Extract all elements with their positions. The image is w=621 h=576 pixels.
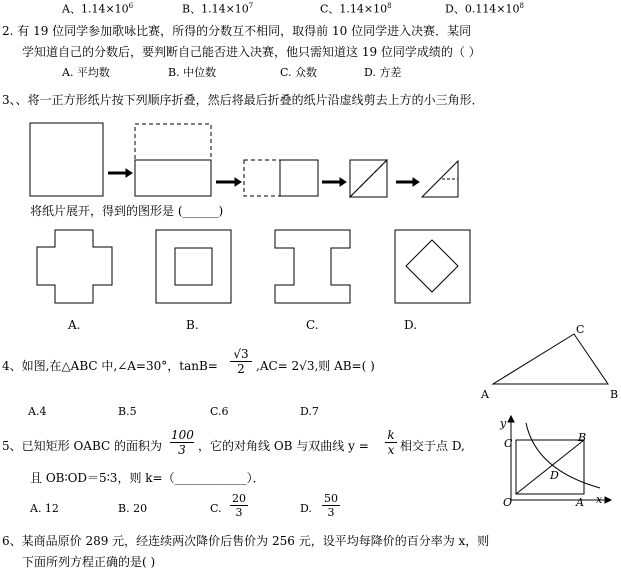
q2-option-d: D. 方差 [364, 66, 402, 79]
q3-label-d: D. [404, 318, 418, 332]
q2-stem-line2: 学知道自己的分数后，要判断自己能否进入决赛，他只需知道这 19 位同学成绩的（ ） [22, 45, 481, 59]
q4-option-b: B.5 [118, 405, 137, 418]
q5-point-a: A [576, 496, 584, 509]
q5-option-d-fraction: $\frac{50}{3}$ [324, 492, 338, 519]
q3-label-b: B. [186, 318, 199, 332]
q4-option-c: C.6 [210, 405, 229, 418]
q3-label-c: C. [306, 318, 319, 332]
q3-unfold-prompt: 将纸片展开，得到的图形是 (______) [30, 204, 224, 218]
q4-tan-fraction: $\frac{√3}{2}$ [230, 348, 252, 375]
q5-option-b: B. 20 [118, 502, 148, 515]
q6-stem-line1: 6、某商品原价 289 元，经连续两次降价后售价为 256 元，设平均每降价的百分率为 x，则 [2, 534, 490, 548]
q1-option-d: D、$0.114\times 10^8$ [445, 2, 524, 16]
q5-axis-y-label: y [500, 417, 507, 430]
q5-point-d: D [550, 469, 559, 482]
q4-vertex-b: B [610, 388, 619, 401]
q3-label-a: A. [68, 318, 81, 332]
q5-option-c-label: C. [210, 502, 222, 515]
q5-option-d-label: D. [300, 502, 312, 515]
q5-option-a: A. 12 [30, 502, 59, 515]
q1-option-b: B、$1.14\times 10^7$ [182, 2, 254, 16]
q5-option-c-fraction: $\frac{20}{3}$ [232, 492, 246, 519]
q1-option-c: C、$1.14\times 10^8$ [320, 2, 392, 16]
q5-stem-suffix: 相交于点 D, [400, 439, 465, 453]
q5-stem-line2: 且 OB∶OD＝5∶3，则 k=（____________）． [30, 471, 265, 485]
q4-vertex-c: C [576, 323, 585, 336]
q2-option-b: B. 中位数 [168, 66, 217, 79]
hyperbola-curve [526, 423, 600, 488]
q5-point-b: B [578, 431, 587, 444]
q1-option-a: A、$1.14\times 10^6$ [62, 2, 134, 16]
q4-stem-prefix: 4、如图,在△ABC 中,∠A=30°，tanB= [2, 359, 218, 373]
q5-point-o: O [503, 496, 513, 509]
q4-stem-mid: ,AC= 2√3,则 AB=( ) [256, 359, 375, 373]
q5-area-fraction: $\frac{100}{3}$ [171, 428, 194, 457]
q5-stem-mid: ，它的对角线 OB 与双曲线 y = [198, 439, 369, 453]
q2-option-a: A. 平均数 [62, 66, 110, 79]
q2-option-c: C. 众数 [280, 66, 318, 79]
q2-stem-line1: 2. 有 19 位同学参加歌咏比赛，所得的分数互不相同，取得前 10 位同学进入决赛．某同 [2, 24, 472, 38]
q5-axis-x-label: x [596, 493, 603, 506]
q4-option-d: D.7 [300, 405, 319, 418]
q5-point-c: C [504, 437, 513, 450]
q3-stem: 3、、将一正方形纸片按下列顺序折叠，然后将最后折叠的纸片沿虚线剪去上方的小三角形． [2, 93, 484, 107]
q5-hyperbola-fraction: $\frac{k}{x}$ [385, 429, 397, 456]
q5-stem-prefix: 5、已知矩形 OABC 的面积为 [2, 439, 162, 453]
q4-vertex-a: A [481, 388, 489, 401]
q4-option-a: A.4 [28, 405, 47, 418]
diagonal-ob [516, 440, 584, 494]
q6-stem-line2: 下面所列方程正确的是( ) [22, 555, 156, 569]
